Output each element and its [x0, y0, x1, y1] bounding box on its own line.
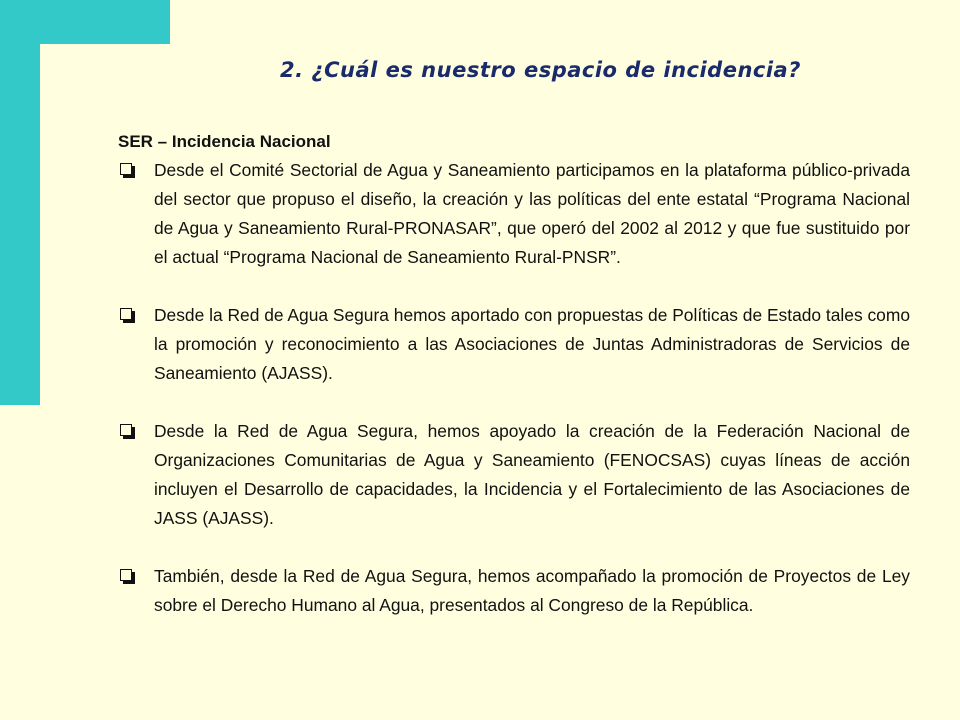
- slide-content: [118, 132, 910, 649]
- teal-accent-bar: [0, 0, 40, 405]
- bullet-item: [118, 562, 910, 620]
- checkbox-bullet-icon: [120, 163, 136, 179]
- checkbox-bullet-icon: [120, 424, 136, 440]
- bullet-item: [118, 301, 910, 388]
- bullet-text: Desde la Red de Agua Segura hemos aportado con propuestas de Políticas de Estado tales como la promoción y reconocimiento a las Asociaciones de Juntas Administradoras de Servicios de Saneamiento (AJASS).: [154, 305, 911, 383]
- bullet-text: Desde la Red de Agua Segura, hemos apoyado la creación de la Federación Nacional de Organizaciones Comunitarias de Agua y Saneamiento (FENOCSAS) cuyas líneas de acción incluyen el Desarrollo de capacidades, la Incidencia y el Fortalecimiento de las Asociaciones de JASS (AJASS).: [154, 421, 910, 528]
- bullet-item: [118, 417, 910, 533]
- teal-accent-corner: [0, 0, 170, 44]
- checkbox-bullet-icon: [120, 569, 136, 585]
- bullet-text: También, desde la Red de Agua Segura, hemos acompañado la promoción de Proyectos de Ley sobre el Derecho Humano al Agua, presentados al Congreso de la República.: [154, 566, 910, 615]
- slide-title: 2. ¿Cuál es nuestro espacio de incidencia?: [280, 58, 801, 82]
- bullet-item: [118, 156, 910, 272]
- section-heading: SER – Incidencia Nacional: [118, 132, 331, 151]
- bullet-text: Desde el Comité Sectorial de Agua y Saneamiento participamos en la plataforma público-privada del sector que propuso el diseño, la creación y las políticas del ente estatal “Programa Nacional de Agua y Saneamiento Rural-PRONASAR”, que operó del 2002 al 2012 y que fue sustituido por el actual “Programa Nacional de Saneamiento Rural-PNSR”.: [154, 160, 910, 267]
- checkbox-bullet-icon: [120, 308, 136, 324]
